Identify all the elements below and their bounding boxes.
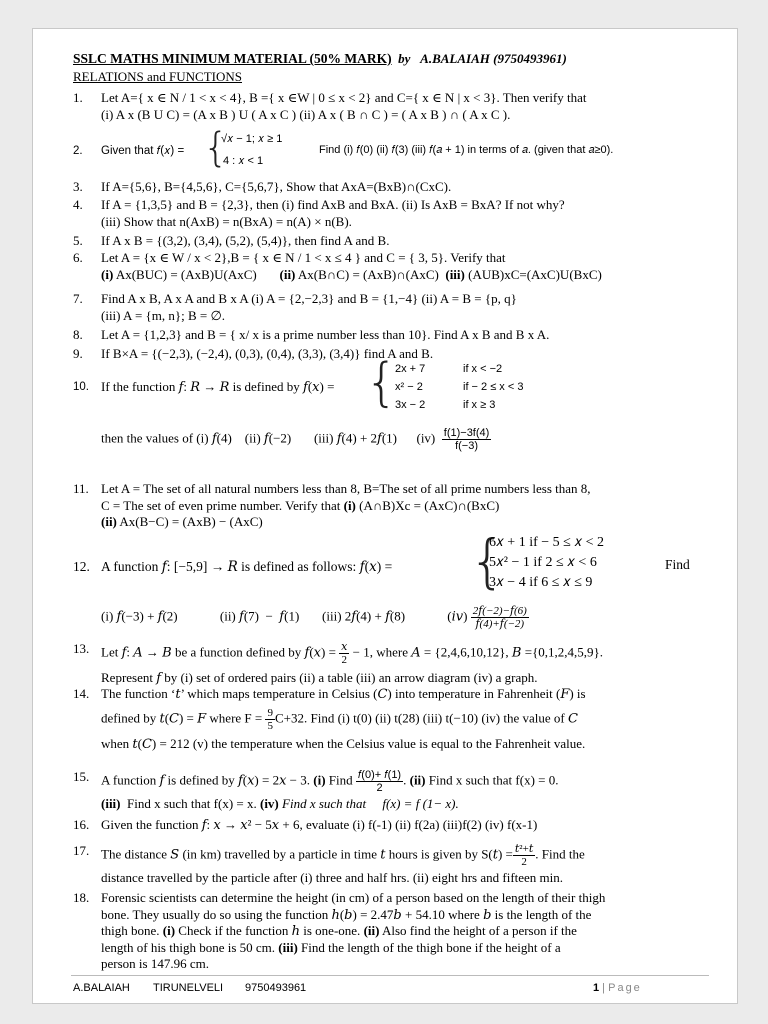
- piecewise-case-1: √𝑥 − 1; 𝑥 ≥ 1: [221, 133, 283, 145]
- question-text: [101, 641, 711, 666]
- piecewise-case-1: 6𝑥 + 1 if − 5 ≤ 𝑥 < 2: [489, 535, 605, 550]
- question-number: 15.: [73, 769, 90, 784]
- piecewise-cond-3: if x ≥ 3: [463, 399, 496, 411]
- question-text: defined by 𝑡(𝐶) = 𝐹 where F =: [101, 709, 263, 725]
- question-text: Find A x B, A x A and B x A (i) A = {2,−2,3} and B = {1,−4} (ii) A = B = {p, q}: [101, 291, 517, 306]
- footer-phone: 9750493961: [245, 982, 307, 994]
- question-text: [101, 796, 711, 813]
- part-label: (ii): [363, 923, 380, 938]
- question-text: . Find the: [535, 846, 585, 862]
- piecewise-cond-1: if x < −2: [463, 363, 503, 375]
- page-separator: |: [599, 982, 609, 994]
- question-text: [101, 605, 711, 630]
- fraction-denominator: 2: [376, 782, 383, 794]
- part-text: Ax(B−C) = (AxB) − (AxC): [116, 514, 263, 529]
- question-text: Forensic scientists can determine the height (in cm) of a person based on the length of their thigh: [101, 890, 606, 905]
- question-18: [73, 890, 711, 973]
- piecewise-expr-3: 3x − 2: [395, 399, 426, 411]
- fraction: [442, 427, 492, 452]
- fraction: [265, 707, 275, 732]
- question-number: 2.: [73, 145, 83, 157]
- part-text: Ax(B∩C) = (AxB)∩(AxC): [295, 266, 446, 282]
- fraction-numerator: 𝑡²+𝑡: [514, 843, 534, 855]
- question-number: 8.: [73, 327, 83, 342]
- question-number: 11.: [73, 481, 89, 496]
- footer-place: TIRUNELVELI: [153, 982, 224, 994]
- question-text: (i) 𝑓(−3) + 𝑓(2) (ii) 𝑓(7) − 𝑓(1) (iii) 2𝑓(4) + 𝑓(8) (𝑖𝑣): [101, 608, 468, 624]
- question-number: 10.: [73, 381, 89, 393]
- question-12: [73, 559, 711, 576]
- question-text: If A = {1,3,5} and B = {2,3}, then (i) find AxB and BxA. (ii) Is AxB = BxA? If not why?: [101, 197, 565, 212]
- question-text: thigh bone.: [101, 923, 163, 938]
- question-text: [101, 267, 711, 284]
- question-text: [101, 769, 711, 794]
- part-label: (iii): [101, 796, 121, 811]
- question-text: A function 𝑓 is defined by 𝑓(𝑥) = 2𝑥 − 3.: [101, 772, 314, 788]
- question-number: 14.: [73, 686, 90, 701]
- part-label: (iii): [278, 939, 298, 955]
- question-text: Given that 𝑓(𝑥) =: [101, 145, 185, 157]
- question-number: 12.: [73, 559, 90, 574]
- question-7: [73, 291, 711, 324]
- piecewise-expr-2: x² − 2: [395, 381, 423, 393]
- fraction-numerator: 𝑓(0)+ 𝑓(1): [357, 769, 402, 781]
- piecewise-brace: {: [365, 353, 399, 413]
- document-page: [32, 28, 738, 1004]
- question-text: [101, 427, 711, 452]
- part-text: Find the length of the thigh bone if the height of a: [297, 939, 561, 955]
- question-16: [73, 817, 711, 834]
- fraction-numerator: 2𝑓(−2)−𝑓(6): [472, 605, 527, 617]
- fraction-denominator: f(−3): [455, 440, 478, 452]
- question-text: Let 𝑓: 𝐴 → 𝐵 be a function defined by 𝑓(𝑥) =: [101, 644, 336, 660]
- question-3: [73, 179, 711, 196]
- question-14: [73, 686, 711, 752]
- question-17: [73, 843, 711, 887]
- question-text: (iii) Show that n(AxB) = n(BxA) = n(A) × n(B).: [101, 213, 352, 229]
- part-label: (iv): [259, 796, 279, 811]
- question-text: The distance 𝑆 (in km) travelled by a particle in time 𝑡 hours is given by S(𝑡) =: [101, 846, 513, 862]
- piecewise-case-2: 5𝑥² − 1 if 2 ≤ 𝑥 < 6: [489, 555, 597, 570]
- question-text: Find (i) 𝑓(0) (ii) 𝑓(3) (iii) 𝑓(𝑎 + 1) in terms of 𝑎. (given that 𝑎≥0).: [319, 144, 614, 156]
- piecewise-case-2: 4 : 𝑥 < 1: [223, 155, 264, 167]
- part-text: Find: [325, 772, 356, 788]
- question-text: [101, 498, 711, 515]
- question-15: [73, 769, 711, 813]
- question-text: Let A = {x ∈ W / x < 2},B = { x ∈ N / 1 < x ≤ 4 } and C = { 3, 5}. Verify that: [101, 250, 506, 265]
- question-text: Let A = The set of all natural numbers less than 8, B=The set of all prime numbers less than 8,: [101, 481, 591, 496]
- question-13: [73, 641, 711, 687]
- question-text: − 1, where 𝐴 = {2,4,6,10,12}, 𝐵 ={0,1,2,4,5,9}.: [352, 644, 604, 660]
- question-text: bone. They usually do so using the function ℎ(𝑏) = 2.47𝑏 + 54.10 where 𝑏 is the length of the: [101, 906, 592, 922]
- question-10-parts: [73, 427, 711, 452]
- page-number-value: 1: [593, 982, 600, 994]
- part-text: Check if the function ℎ is one-one.: [175, 923, 364, 938]
- question-number: 3.: [73, 179, 83, 194]
- part-text: (AUB)xC=(AxC)U(BxC): [464, 266, 602, 282]
- question-text: Represent 𝑓 by (i) set of ordered pairs (ii) a table (iii) an arrow diagram (iv) a graph.: [101, 670, 538, 685]
- question-text: (i) A x (B U C) = (A x B ) U ( A x C ) (ii) A x ( B ∩ C ) = ( A x B ) ∩ ( A x C ).: [101, 106, 511, 122]
- footer-divider: [71, 975, 709, 976]
- question-text: If the function 𝑓: 𝑅 → 𝑅 is defined by 𝑓(𝑥) =: [101, 379, 335, 394]
- fraction-numerator: 𝑥: [341, 641, 348, 653]
- question-text: [101, 514, 711, 531]
- fraction: [513, 843, 535, 868]
- piecewise-case-3: 3𝑥 − 4 if 6 ≤ 𝑥 ≤ 9: [489, 575, 593, 590]
- document-header: [73, 51, 567, 67]
- question-text: .: [403, 772, 410, 788]
- fraction: [471, 605, 529, 630]
- question-text: [101, 707, 711, 732]
- question-text: then the values of (i) 𝑓(4) (ii) 𝑓(−2) (iii) 𝑓(4) + 2𝑓(1) (iv): [101, 430, 436, 446]
- question-number: 4.: [73, 197, 83, 212]
- question-4: [73, 197, 711, 230]
- piecewise-brace: {: [203, 125, 229, 171]
- question-text: Let A={ x ∈ N / 1 < x < 4}, B ={ x ∈W | 0 ≤ x < 2} and C={ x ∈ N | x < 3}. Then verify that: [101, 90, 587, 105]
- question-1: [73, 90, 711, 123]
- question-number: 9.: [73, 346, 83, 361]
- question-number: 17.: [73, 843, 90, 858]
- part-label: (i): [162, 923, 176, 938]
- question-6: [73, 250, 711, 283]
- question-5: [73, 233, 711, 250]
- question-number: 5.: [73, 233, 83, 248]
- fraction-denominator: 5: [267, 719, 273, 732]
- question-text: C+32. Find (i) t(0) (ii) t(28) (iii) t(−10) (iv) the value of 𝐶: [274, 709, 578, 725]
- question-text: C = The set of even prime number. Verify that: [101, 497, 344, 513]
- question-number: 18.: [73, 890, 90, 905]
- part-label: (i): [101, 266, 114, 282]
- question-text: when 𝑡(𝐶) = 212 (v) the temperature when the Celsius value is equal to the Fahrenheit value.: [101, 735, 586, 751]
- piecewise-brace: {: [469, 527, 506, 595]
- question-text: Let A = {1,2,3} and B = { x/ x is a prime number less than 10}. Find A x B and B x A.: [101, 327, 550, 342]
- question-text: If A={5,6}, B={4,5,6}, C={5,6,7}, Show that AxA=(BxB)∩(CxC).: [101, 179, 452, 194]
- part-label: (ii): [409, 772, 426, 788]
- part-text: Also find the height of a person if the: [379, 923, 577, 938]
- question-text: Given the function 𝑓: 𝑥 → 𝑥² − 5𝑥 + 6, evaluate (i) f(-1) (ii) f(2a) (iii)f(2) (iv) f(x-1): [101, 817, 538, 832]
- question-number: 6.: [73, 250, 83, 265]
- piecewise-expr-1: 2x + 7: [395, 363, 426, 375]
- fraction-denominator: 2: [341, 654, 348, 666]
- question-text: [101, 940, 711, 957]
- question-text: A function 𝑓: [−5,9] → 𝑅 is defined as follows: 𝑓(𝑥) =: [101, 559, 393, 574]
- page-number: [593, 982, 642, 994]
- question-number: 7.: [73, 291, 83, 306]
- byline-by: by: [398, 51, 411, 66]
- question-text: (iii) A = {m, n}; B = ∅.: [101, 307, 226, 323]
- section-title: RELATIONS and FUNCTIONS: [73, 69, 242, 84]
- question-number: 1.: [73, 90, 83, 105]
- question-number: 13.: [73, 641, 90, 656]
- part-text: Find x such that f(x) = x.: [120, 796, 260, 811]
- part-text: (A∩B)Xc = (AxC)∩(BxC): [355, 497, 500, 513]
- part-label: (i): [313, 772, 326, 788]
- fraction-denominator: 𝑓(4)+𝑓(−2): [475, 618, 525, 630]
- question-text: distance travelled by the particle after (i) three and half hrs. (ii) eight hrs and fifteen min.: [101, 870, 564, 885]
- footer-author: A.BALAIAH: [73, 982, 130, 994]
- question-number: 16.: [73, 817, 90, 832]
- question-text: person is 147.96 cm.: [101, 956, 209, 971]
- part-label: (i): [343, 497, 356, 513]
- page-word: Page: [608, 982, 642, 994]
- question-text: [101, 843, 711, 868]
- fraction: [356, 769, 403, 794]
- question-text: length of his thigh bone is 50 cm.: [101, 939, 279, 955]
- fraction-denominator: 2: [521, 856, 527, 868]
- question-8: [73, 327, 711, 344]
- question-text: Find: [665, 557, 690, 572]
- part-label: (iii): [445, 266, 465, 282]
- part-text: Find x such that f(x) = f (1− x).: [278, 796, 459, 811]
- author-contact: A.BALAIAH (9750493961): [420, 51, 567, 66]
- fraction-numerator: 9: [267, 706, 273, 719]
- question-11: [73, 481, 711, 531]
- fraction: [339, 641, 349, 666]
- part-label: (ii): [101, 514, 117, 529]
- question-text: If B×A = {(−2,3), (−2,4), (0,3), (0,4), (3,3), (3,4)} find A and B.: [101, 346, 434, 361]
- part-text: Find x such that f(x) = 0.: [425, 772, 559, 788]
- question-text: [101, 923, 711, 940]
- question-text: The function ‘𝑡’ which maps temperature in Celsius (𝐶) into temperature in Fahrenheit (𝐹) is: [101, 686, 586, 701]
- part-label: (ii): [279, 266, 296, 282]
- fraction-numerator: f(1)−3f(4): [443, 427, 490, 439]
- document-title: SSLC MATHS MINIMUM MATERIAL (50% MARK): [73, 51, 392, 66]
- piecewise-cond-2: if − 2 ≤ x < 3: [463, 381, 524, 393]
- question-12-parts: [73, 605, 711, 630]
- part-text: Ax(BUC) = (AxB)U(AxC): [113, 266, 277, 282]
- question-text: If A x B = {(3,2), (3,4), (5,2), (5,4)}, then find A and B.: [101, 233, 390, 248]
